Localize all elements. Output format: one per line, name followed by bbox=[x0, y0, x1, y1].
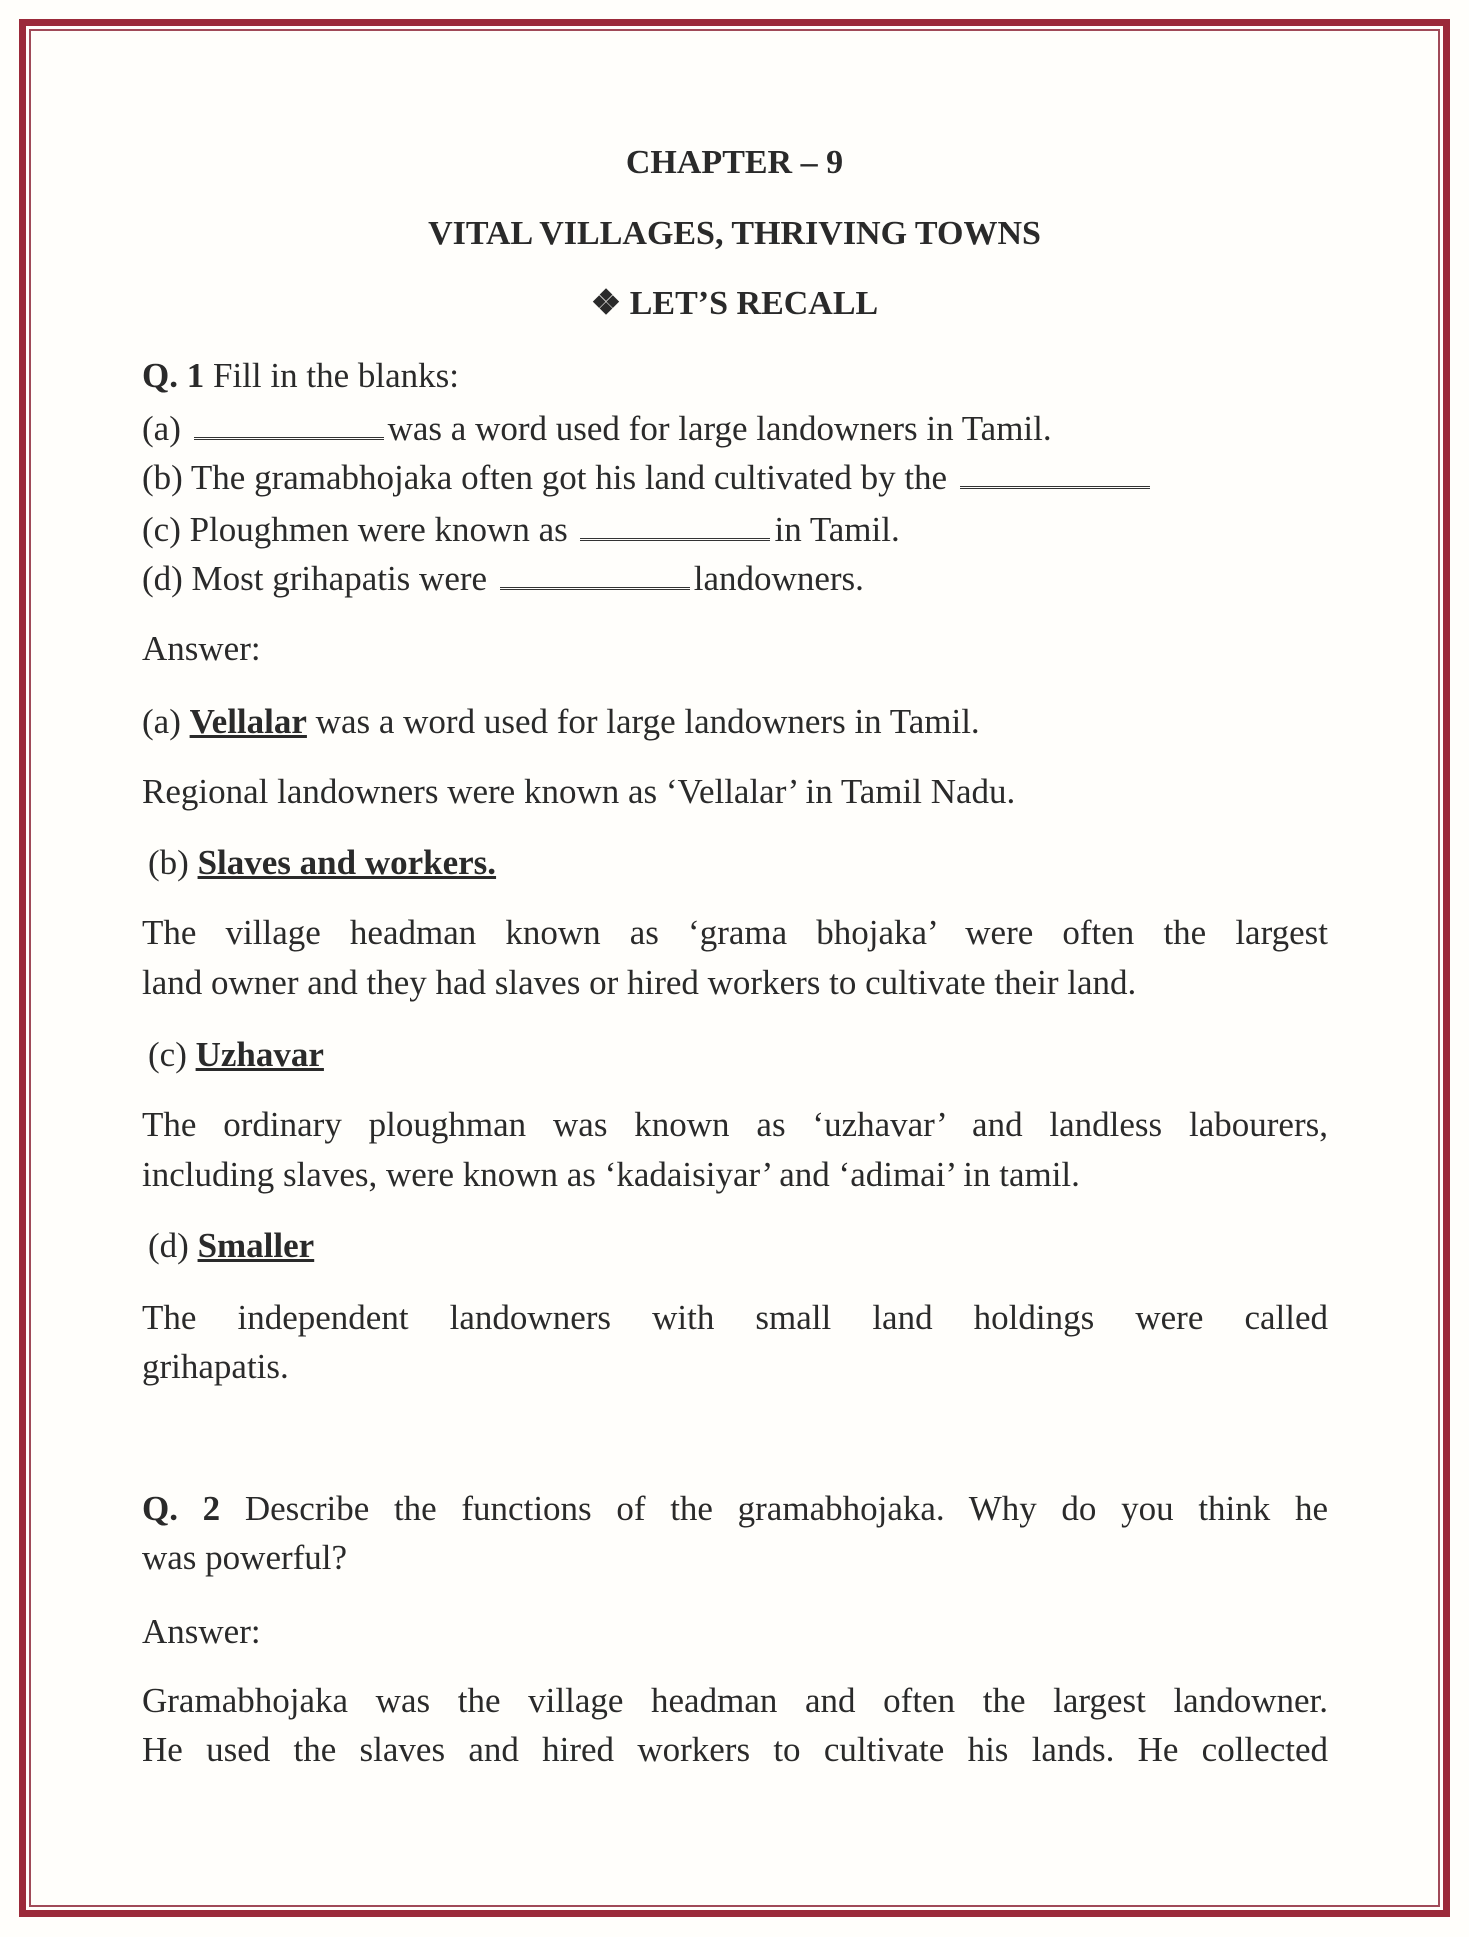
q2-prompt-1: Q. 2 Describe the functions of the gramabhojaka. Why do you think he bbox=[142, 1489, 1328, 1528]
q1-prompt: Q. 1 Fill in the blanks: bbox=[142, 356, 459, 395]
blank bbox=[500, 557, 690, 590]
q1-a: (a) was a word used for large landowners in Tamil. bbox=[142, 409, 1052, 448]
q2-prompt-2: was powerful? bbox=[142, 1538, 348, 1577]
section-heading: ❖ LET’S RECALL bbox=[590, 285, 879, 322]
ans-b: (b) Slaves and workers. bbox=[148, 843, 497, 882]
ans-d-expl-2: grihapatis. bbox=[142, 1347, 289, 1386]
q1-answer-label: Answer: bbox=[142, 629, 261, 668]
diamond-bullet-icon: ❖ bbox=[590, 285, 622, 322]
q1-b: (b) The gramabhojaka often got his land cultivated by the bbox=[142, 456, 1328, 499]
q2-answer-2: He used the slaves and hired workers to cultivate his lands. He collected bbox=[142, 1730, 1328, 1769]
ans-a-expl: Regional landowners were known as ‘Vellalar’ in Tamil Nadu. bbox=[142, 772, 1016, 811]
chapter-number: CHAPTER – 9 bbox=[625, 144, 844, 181]
blank bbox=[580, 508, 770, 541]
ans-d-expl-1: The independent landowners with small land holdings were called bbox=[142, 1298, 1328, 1337]
q1-d: (d) Most grihapatis were landowners. bbox=[142, 559, 864, 598]
ans-b-expl-1: The village headman known as ‘grama bhojaka’ were often the largest bbox=[142, 913, 1328, 952]
ans-c-expl-1: The ordinary ploughman was known as ‘uzhavar’ and landless labourers, bbox=[142, 1105, 1328, 1144]
blank bbox=[194, 407, 384, 440]
chapter-title: VITAL VILLAGES, THRIVING TOWNS bbox=[428, 215, 1041, 252]
ans-d: (d) Smaller bbox=[148, 1226, 315, 1265]
ans-c: (c) Uzhavar bbox=[148, 1035, 324, 1074]
q2-answer-1: Gramabhojaka was the village headman and often the largest landowner. bbox=[142, 1681, 1328, 1720]
ans-b-expl-2: land owner and they had slaves or hired workers to cultivate their land. bbox=[142, 963, 1137, 1002]
ans-c-expl-2: including slaves, were known as ‘kadaisiyar’ and ‘adimai’ in tamil. bbox=[142, 1155, 1080, 1194]
blank bbox=[960, 456, 1150, 489]
q1-c: (c) Ploughmen were known as in Tamil. bbox=[142, 510, 900, 549]
ans-a: (a) Vellalar was a word used for large landowners in Tamil. bbox=[142, 702, 980, 741]
q2-answer-label: Answer: bbox=[142, 1612, 261, 1651]
